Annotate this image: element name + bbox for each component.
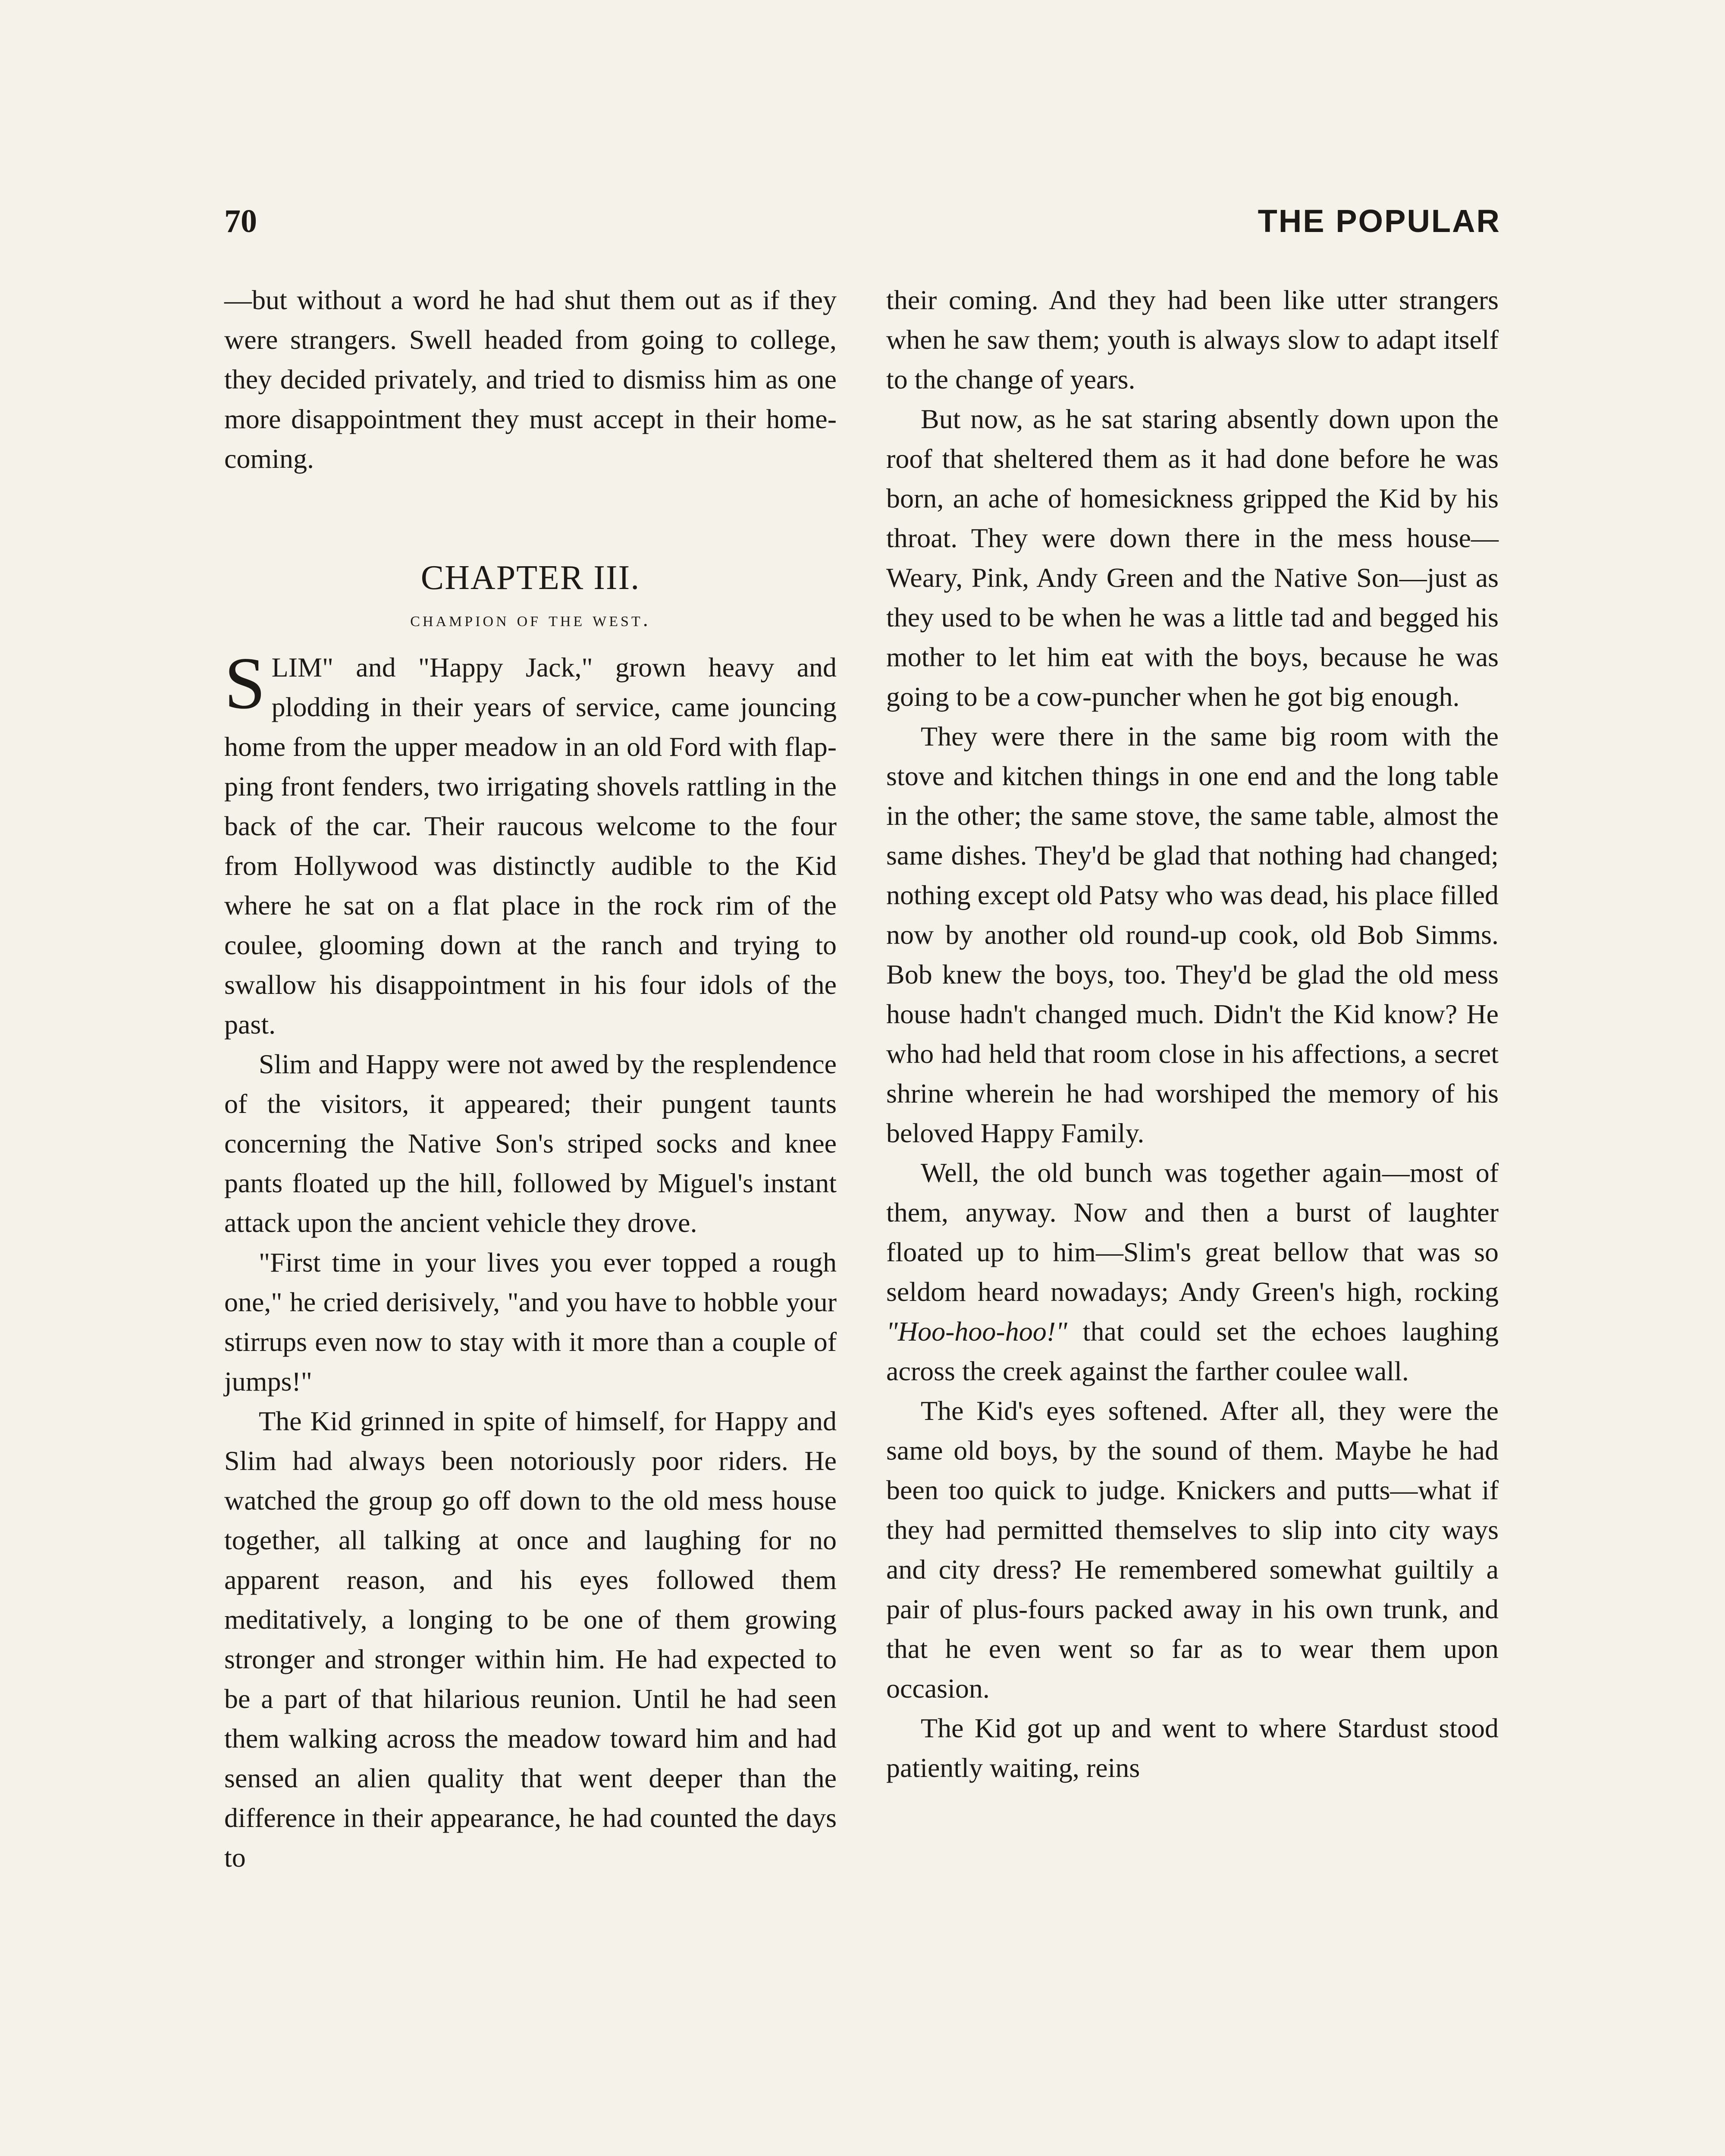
paragraph: The Kid got up and went to where Stardust stood patiently waiting, reins [886,1713,1499,1783]
paragraph: —but without a word he had shut them out as if they were strangers. Swell headed from going to college, they decided privately, and tried to dismiss him as one more disappointment they must accept in their home-coming. [224,285,837,474]
paragraph-text: LIM" and "Happy Jack," grown heavy and plodding in their years of service, came jouncing home from the upper meadow in an old Ford with flapping front fenders, two irrigating shovels rattling in the back of the car. Their raucous welcome to the four from Hollywood was distinctly audible to the Kid where he sat on a flat place in the rock rim of the coulee, glooming down at the ranch and trying to swallow his disappointment in his four idols of the past. [224,652,837,1040]
running-head [224,203,1501,246]
paragraph: Slim and Happy were not awed by the resplendence of the visitors, it appeared; their pungent taunts concerning the Native Son's striped socks and knee pants floated up the hill, followed by Miguel's instant attack upon the ancient vehicle they drove. [224,1049,837,1238]
paragraph: But now, as he sat staring absently down upon the roof that sheltered them as it had done before he was born, an ache of homesickness gripped the Kid by his throat. They were down there in the mess house—Weary, Pink, Andy Green and the Native Son—just as they used to be when he was a little tad and begged his mother to let him eat with the boys, because he was going to be a cow-puncher when he got big enough. [886,404,1499,712]
drop-cap: S [224,642,266,724]
paragraph: The Kid grinned in spite of himself, for Happy and Slim had always been notoriously poor riders. He watched the group go off down to the old mess house together, all talking at once and laughing for no apparent reason, and his eyes followed them meditatively, a longing to be one of them growing stronger and stronger within him. He had expected to be a part of that hilarious reunion. Until he had seen them walking across the meadow toward him and had sensed an alien quality that went deeper than the difference in their appearance, he had counted the days to [224,1406,837,1873]
page-number: 70 [224,203,257,239]
paragraph: The Kid's eyes softened. After all, they were the same old boys, by the sound of them. Maybe he had been too quick to judge. Knickers and putts—what if they had permitted themselves to slip into city ways and city dress? He remembered somewhat guiltily a pair of plus-fours packed away in his own trunk, and that he even went so far as to wear them upon occasion. [886,1395,1499,1704]
paragraph-dropcap [224,642,837,1044]
paragraph: their coming. And they had been like utter strangers when he saw them; youth is always slow to adapt itself to the change of years. [886,285,1499,395]
chapter-subtitle: champion of the west. [410,608,651,631]
magazine-title: THE POPULAR [1258,203,1501,239]
paragraph: They were there in the same big room with the stove and kitchen things in one end and the long table in the other; the same stove, the same table, almost the same dishes. They'd be glad that nothing had changed; nothing except old Patsy who was dead, his place filled now by another old round-up cook, old Bob Simms. Bob knew the boys, too. They'd be glad the old mess house hadn't changed much. Didn't the Kid know? He who had held that room close in his affections, a secret shrine wherein he had worshiped the memory of his beloved Happy Family. [886,721,1499,1148]
paragraph-text: that could set the echoes laughing across the creek against the farther coulee wall. [886,1316,1499,1386]
right-column [886,280,1499,1788]
paragraph [886,1153,1499,1391]
left-column [224,280,837,1877]
chapter-title: CHAPTER III. [420,559,640,597]
paragraph-text: Well, the old bunch was together again—most of them, anyway. Now and then a burst of laughter floated up to him—Slim's great bellow that was so seldom heard nowadays; Andy Green's high, rocking [886,1157,1499,1307]
paragraph: "First time in your lives you ever topped a rough one," he cried derisively, "and you have to hobble your stirrups even now to stay with it more than a couple of jumps!" [224,1247,837,1397]
italic-laugh: "Hoo-hoo-hoo!" [886,1316,1067,1347]
